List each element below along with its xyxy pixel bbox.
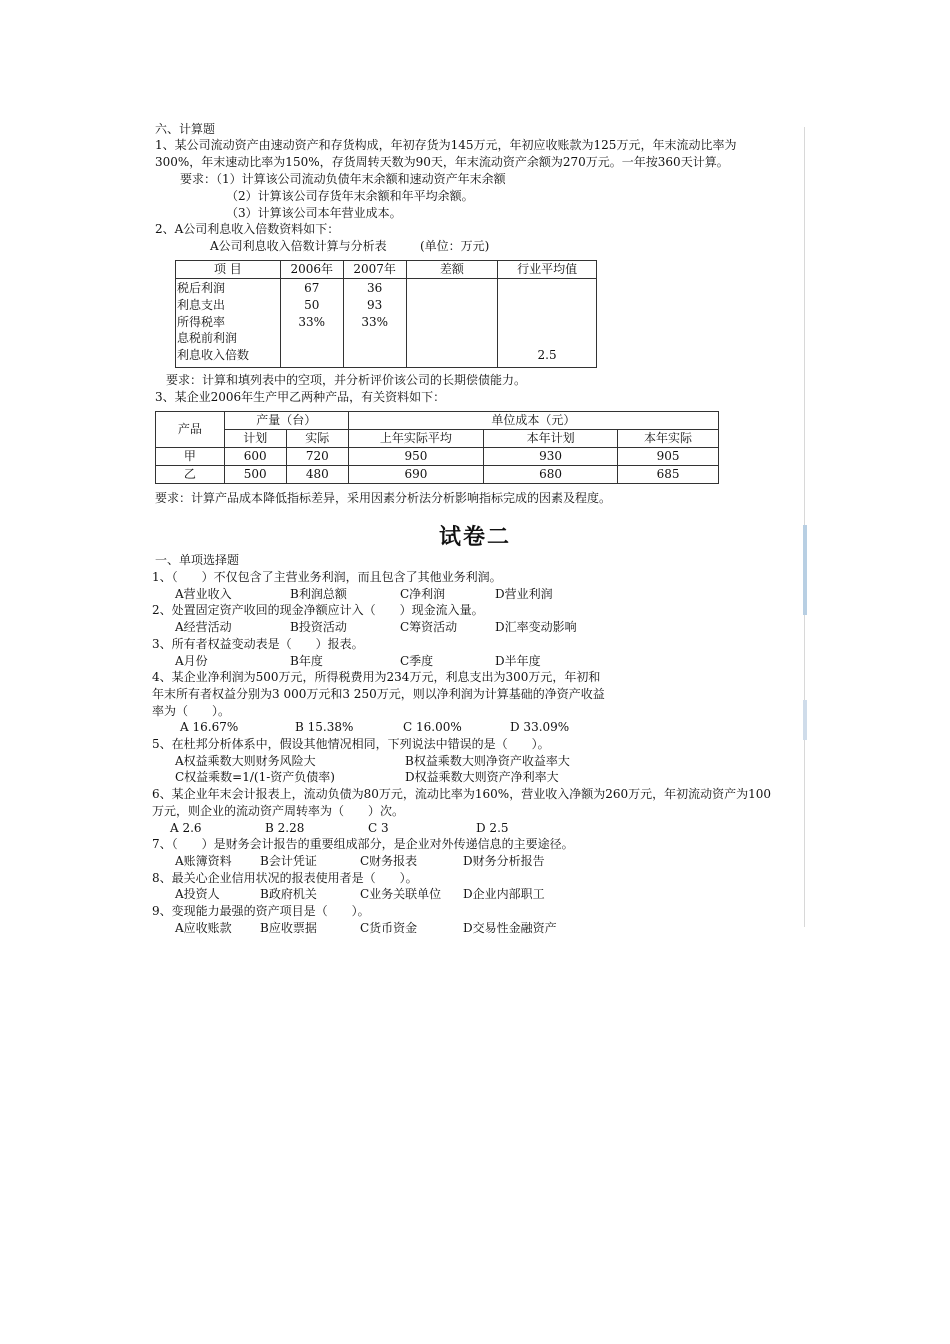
header-product: 产品 xyxy=(156,412,225,448)
subheader-planned: 计划 xyxy=(224,430,286,448)
difference-cell xyxy=(406,279,498,368)
answer-option[interactable]: D权益乘数大则资产净利率大 xyxy=(405,770,559,785)
question-stem: 3、所有者权益变动表是（ ）报表。 xyxy=(152,636,364,651)
question-stem: 5、在杜邦分析体系中，假设其他情况相同，下列说法中错误的是（ ）。 xyxy=(152,737,550,751)
answer-option[interactable]: A 16.67% xyxy=(180,720,239,735)
question-stem: 4、某企业净利润为500万元，所得税费用为234万元，利息支出为300万元，年初和 xyxy=(152,670,601,685)
values-2007-cell xyxy=(343,279,406,368)
question-stem: 9、变现能力最强的资产项目是（ ）。 xyxy=(152,904,370,918)
answer-option[interactable]: A月份 xyxy=(175,653,208,668)
subheader-actual: 实际 xyxy=(286,430,348,448)
header-unit-cost: 单位成本（元） xyxy=(348,412,718,430)
table-row xyxy=(176,279,597,368)
answer-option[interactable]: C货币资金 xyxy=(360,920,418,935)
question-stem: 2、处置固定资产收回的现金净额应计入（ ）现金流入量。 xyxy=(152,603,484,618)
table-cell: 600 xyxy=(224,448,286,466)
subheader-this-year-actual: 本年实际 xyxy=(618,430,719,448)
answer-option[interactable]: D交易性金融资产 xyxy=(463,920,557,935)
table-row xyxy=(156,466,719,484)
subheader-this-year-plan: 本年计划 xyxy=(484,430,618,448)
table-cell: 685 xyxy=(618,466,719,484)
value-cell: 36 xyxy=(367,281,383,295)
table-cell: 480 xyxy=(286,466,348,484)
section-heading: 六、计算题 xyxy=(155,122,216,136)
q1-line1: 1、某公司流动资产由速动资产和存货构成，年初存货为145万元，年初应收账款为125万元，年末流动比率为 xyxy=(155,138,737,152)
answer-option[interactable]: C净利润 xyxy=(400,586,446,601)
answer-option[interactable]: B会计凭证 xyxy=(260,853,317,868)
answer-option[interactable]: B年度 xyxy=(290,653,323,668)
table-cell: 690 xyxy=(348,466,483,484)
answer-option[interactable]: A 2.6 xyxy=(170,820,202,835)
answer-option[interactable]: A经营活动 xyxy=(175,620,232,635)
answer-option[interactable]: C 3 xyxy=(368,820,389,835)
answer-option[interactable]: D汇率变动影响 xyxy=(495,620,577,635)
item-label: 利息支出 xyxy=(177,297,226,312)
table-cell: 680 xyxy=(484,466,618,484)
table-row xyxy=(156,448,719,466)
q1-requirement-2: （2）计算该公司存货年末余额和年平均余额。 xyxy=(226,189,474,203)
header-output: 产量（台） xyxy=(224,412,348,430)
answer-option[interactable]: B权益乘数大则净资产收益率大 xyxy=(405,753,570,768)
product-cost-table xyxy=(155,411,719,484)
item-labels-cell xyxy=(176,279,281,368)
answer-option[interactable]: D企业内部职工 xyxy=(463,887,545,902)
q2-table-title: A公司利息收入倍数计算与分析表 xyxy=(210,239,387,253)
answer-option[interactable]: D营业利润 xyxy=(495,586,553,601)
q1-requirement-1: 要求：（1）计算该公司流动负债年末余额和速动资产年末余额 xyxy=(180,172,506,186)
scrollbar-track-mark xyxy=(803,700,807,740)
question-stem: 8、最关心企业信用状况的报表使用者是（ ）。 xyxy=(152,870,418,885)
answer-option[interactable]: B应收票据 xyxy=(260,920,317,935)
value-cell: 93 xyxy=(367,297,383,312)
header-2006: 2006年 xyxy=(280,261,343,279)
item-label: 利息收入倍数 xyxy=(177,348,250,363)
answer-option[interactable]: C权益乘数=1/(1-资产负债率) xyxy=(175,770,335,785)
answer-option[interactable]: D半年度 xyxy=(495,653,541,668)
section-heading: 一、单项选择题 xyxy=(155,553,240,567)
q3-requirement: 要求：计算产品成本降低指标差异，采用因素分析法分析影响指标完成的因素及程度。 xyxy=(155,491,612,505)
q2-intro: 2、A公司利息收入倍数资料如下： xyxy=(155,222,340,236)
interest-coverage-table xyxy=(175,260,597,368)
header-difference: 差额 xyxy=(406,261,498,279)
q2-table-unit: (单位：万元) xyxy=(420,239,490,253)
table-subheader-row xyxy=(156,430,719,448)
answer-option[interactable]: A权益乘数大则财务风险大 xyxy=(175,753,316,768)
question-stem: 万元，则企业的流动资产周转率为（ ）次。 xyxy=(152,803,405,818)
answer-option[interactable]: A投资人 xyxy=(175,887,220,902)
item-label: 息税前利润 xyxy=(177,331,238,346)
subheader-last-year-avg: 上年实际平均 xyxy=(348,430,483,448)
header-item: 项 目 xyxy=(176,261,281,279)
q1-requirement-3: （3）计算该公司本年营业成本。 xyxy=(226,206,402,220)
value-cell: 67 xyxy=(304,281,320,295)
answer-option[interactable]: C业务关联单位 xyxy=(360,887,442,902)
header-industry-avg: 行业平均值 xyxy=(498,261,597,279)
question-stem: 1、（ ）不仅包含了主营业务利润，而且包含了其他业务利润。 xyxy=(152,570,502,584)
table-header-row xyxy=(176,261,597,279)
q1-line2: 300%，年末速动比率为150%，存货周转天数为90天，年末流动资产余额为270万元。一年按360天计算。 xyxy=(155,155,729,169)
table-header-row xyxy=(156,412,719,430)
question-stem: 率为（ ）。 xyxy=(152,703,231,718)
industry-avg-value: 2.5 xyxy=(537,348,557,363)
product-name: 乙 xyxy=(156,466,225,484)
answer-option[interactable]: B 2.28 xyxy=(265,820,305,835)
question-stem: 年末所有者权益分别为3 000万元和3 250万元，则以净利润为计算基础的净资产收益 xyxy=(152,686,605,701)
value-cell: 33% xyxy=(298,314,326,329)
table-cell: 720 xyxy=(286,448,348,466)
question-stem: 6、某企业年末会计报表上，流动负债为80万元，流动比率为160%，营业收入净额为260万元，年初流动资产为100 xyxy=(152,787,772,802)
header-2007: 2007年 xyxy=(343,261,406,279)
table-cell: 905 xyxy=(618,448,719,466)
item-label: 税后利润 xyxy=(177,281,226,295)
answer-option[interactable]: D财务分析报告 xyxy=(463,853,545,868)
answer-option[interactable]: A应收账款 xyxy=(175,920,232,935)
answer-option[interactable]: B利润总额 xyxy=(290,586,347,601)
table-cell: 950 xyxy=(348,448,483,466)
answer-option[interactable]: D 33.09% xyxy=(510,720,570,735)
answer-option[interactable]: A营业收入 xyxy=(175,586,232,601)
answer-option[interactable]: B投资活动 xyxy=(290,620,347,635)
question-stem: 7、（ ）是财务会计报告的重要组成部分，是企业对外传递信息的主要途径。 xyxy=(152,837,574,852)
answer-option[interactable]: C财务报表 xyxy=(360,853,418,868)
q3-intro: 3、某企业2006年生产甲乙两种产品，有关资料如下： xyxy=(155,390,446,404)
values-2006-cell xyxy=(280,279,343,368)
table-cell: 930 xyxy=(484,448,618,466)
product-name: 甲 xyxy=(156,448,225,466)
item-label: 所得税率 xyxy=(177,314,226,329)
industry-avg-cell xyxy=(498,279,597,368)
answer-option[interactable]: C 16.00% xyxy=(403,720,462,735)
answer-option[interactable]: C筹资活动 xyxy=(400,620,458,635)
value-cell: 33% xyxy=(361,314,388,329)
value-cell: 50 xyxy=(304,297,320,312)
q2-requirement: 要求：计算和填列表中的空项，并分析评价该公司的长期偿债能力。 xyxy=(166,373,527,387)
answer-option[interactable]: B 15.38% xyxy=(295,720,354,735)
answer-option[interactable]: C季度 xyxy=(400,653,434,668)
answer-option[interactable]: A账簿资料 xyxy=(175,853,232,868)
answer-option[interactable]: D 2.5 xyxy=(476,820,509,835)
answer-option[interactable]: B政府机关 xyxy=(260,887,317,902)
paper-title: 试卷二 xyxy=(438,524,511,550)
table-cell: 500 xyxy=(224,466,286,484)
